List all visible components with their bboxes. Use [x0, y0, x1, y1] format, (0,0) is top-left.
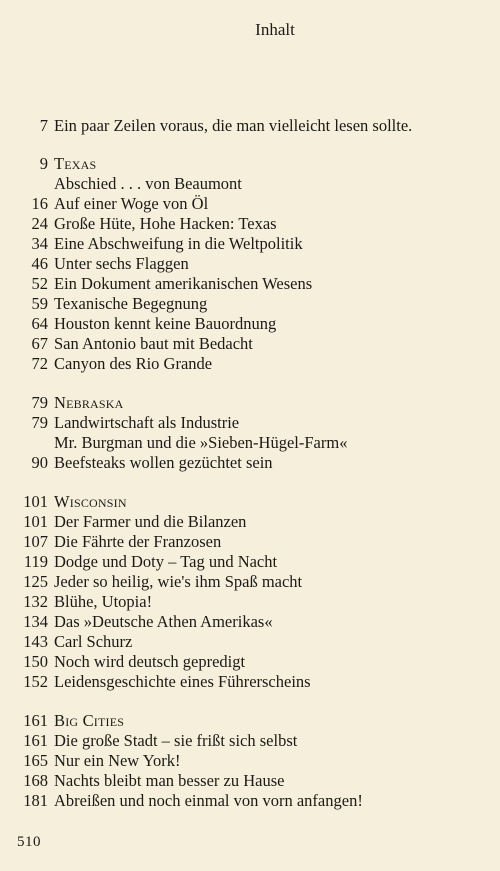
toc-entry-title: Die Fährte der Franzosen [54, 532, 222, 551]
toc-entry [0, 413, 500, 433]
toc-page-number: 79 [31, 413, 48, 432]
toc-page-number: 72 [31, 354, 48, 373]
toc-page-number: 125 [23, 572, 48, 591]
toc-entry [0, 254, 500, 274]
toc-page-number: 64 [31, 314, 48, 333]
toc-entry [0, 354, 500, 374]
toc-page-number: 132 [23, 592, 48, 611]
toc-entry-title: Houston kennt keine Bauordnung [54, 314, 277, 333]
toc-entry-title: Abschied . . . von Beaumont [54, 174, 242, 193]
toc-entry [0, 751, 500, 771]
toc-entry [0, 453, 500, 473]
toc-entry-title: Mr. Burgman und die »Sieben-Hügel-Farm« [54, 433, 348, 452]
toc-section-title: Nebraska [54, 393, 124, 412]
toc-entry-title: Blühe, Utopia! [54, 592, 153, 611]
toc-entry-intro [0, 116, 500, 136]
toc-entry [0, 672, 500, 692]
toc-entry-title: Große Hüte, Hohe Hacken: Texas [54, 214, 277, 233]
toc-entry [0, 592, 500, 612]
toc-entry-title: Noch wird deutsch gepredigt [54, 652, 246, 671]
toc-entry-title: Carl Schurz [54, 632, 133, 651]
toc-entry-title: San Antonio baut mit Bedacht [54, 334, 253, 353]
toc-entry-title: Ein paar Zeilen voraus, die man vielleicht lesen sollte. [54, 116, 413, 135]
toc-entry [0, 791, 500, 811]
toc-page-number: 101 [23, 512, 48, 531]
toc-section-heading [0, 492, 500, 512]
toc-entry [0, 512, 500, 532]
toc-entry [0, 234, 500, 254]
toc-page-number: 67 [31, 334, 48, 353]
toc-page-number: 143 [23, 632, 48, 651]
toc-page-number: 134 [23, 612, 48, 631]
toc-entry-title: Jeder so heilig, wie's ihm Spaß macht [54, 572, 303, 591]
toc-entry [0, 294, 500, 314]
toc-entry-title: Dodge und Doty – Tag und Nacht [54, 552, 278, 571]
toc-page-number: 168 [23, 771, 48, 790]
toc-entry [0, 194, 500, 214]
toc-entry-title: Ein Dokument amerikanischen Wesens [54, 274, 313, 293]
toc-entry-title: Nachts bleibt man besser zu Hause [54, 771, 285, 790]
toc-entry [0, 652, 500, 672]
section-spacer [0, 136, 500, 154]
toc-page-number: 161 [23, 731, 48, 750]
toc-entry [0, 612, 500, 632]
toc-page-number: 150 [23, 652, 48, 671]
toc-page-number: 46 [31, 254, 48, 273]
toc-entry [0, 731, 500, 751]
toc-entry-title: Eine Abschweifung in die Weltpolitik [54, 234, 303, 253]
toc-entry-title: Beefsteaks wollen gezüchtet sein [54, 453, 273, 472]
toc-page-number: 9 [39, 154, 48, 173]
toc-page-number: 52 [31, 274, 48, 293]
toc-page-number: 165 [23, 751, 48, 770]
toc-entry [0, 314, 500, 334]
toc-entry [0, 552, 500, 572]
toc-entry-title: Canyon des Rio Grande [54, 354, 213, 373]
toc-page-number: 90 [31, 453, 48, 472]
toc-page-number: 24 [31, 214, 48, 233]
toc-entry-title: Der Farmer und die Bilanzen [54, 512, 247, 531]
toc-entry [0, 214, 500, 234]
page-number: 510 [17, 834, 41, 850]
toc-section-heading [0, 154, 500, 174]
section-spacer [0, 473, 500, 492]
toc-entry [0, 632, 500, 652]
toc-page-number: 152 [23, 672, 48, 691]
toc-page-number: 161 [23, 711, 48, 730]
toc-section-heading [0, 711, 500, 731]
toc-entry [0, 433, 500, 453]
toc-section-title: Big Cities [54, 711, 125, 730]
table-of-contents [0, 116, 500, 811]
toc-entry-title: Texanische Begegnung [54, 294, 208, 313]
toc-entry [0, 532, 500, 552]
toc-entry-title: Leidensgeschichte eines Führerscheins [54, 672, 311, 691]
toc-section-title: Wisconsin [54, 492, 127, 511]
toc-page-number: 119 [23, 552, 48, 571]
toc-page-number: 101 [23, 492, 48, 511]
toc-section-heading [0, 393, 500, 413]
toc-entry [0, 771, 500, 791]
toc-entry-title: Landwirtschaft als Industrie [54, 413, 240, 432]
toc-page-number: 34 [31, 234, 48, 253]
toc-entry-title: Auf einer Woge von Öl [54, 194, 209, 213]
toc-entry-title: Die große Stadt – sie frißt sich selbst [54, 731, 298, 750]
toc-entry [0, 334, 500, 354]
toc-page-number: 107 [23, 532, 48, 551]
toc-page-number: 181 [23, 791, 48, 810]
section-spacer [0, 374, 500, 393]
section-spacer [0, 692, 500, 711]
running-header: Inhalt [255, 20, 295, 39]
toc-entry [0, 274, 500, 294]
toc-entry-title: Nur ein New York! [54, 751, 181, 770]
toc-entry-title: Unter sechs Flaggen [54, 254, 189, 273]
toc-entry-title: Das »Deutsche Athen Amerikas« [54, 612, 273, 631]
toc-entry [0, 174, 500, 194]
toc-entry-title: Abreißen und noch einmal von vorn anfangen! [54, 791, 363, 810]
toc-section-title: Texas [54, 154, 97, 173]
toc-page-number: 79 [31, 393, 48, 412]
toc-page-number: 16 [31, 194, 48, 213]
toc-page-number: 7 [39, 116, 48, 135]
toc-entry [0, 572, 500, 592]
toc-page-number: 59 [31, 294, 48, 313]
